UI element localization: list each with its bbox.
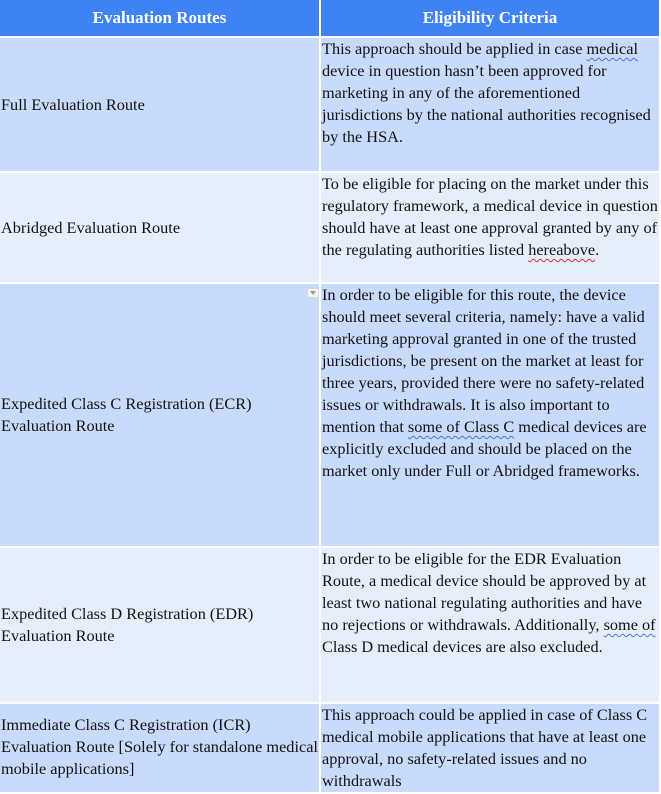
table-row: [0, 37, 660, 172]
table-row: [0, 172, 660, 283]
criteria-text: medical devices are explicitly excluded and should be placed on the market only under Full or Abridged frameworks.: [322, 417, 647, 480]
criteria-text: .: [595, 240, 600, 259]
criteria-cell[interactable]: [320, 547, 660, 703]
route-label: Abridged Evaluation Route: [1, 217, 181, 237]
spellcheck-word: some of Class C: [407, 417, 515, 436]
table-row: [0, 283, 660, 547]
spellcheck-word: medical: [586, 39, 639, 58]
criteria-text: This approach should be applied in case: [322, 39, 587, 58]
header-eligibility-criteria: Eligibility Criteria: [320, 0, 660, 37]
criteria-cell[interactable]: [320, 283, 660, 547]
criteria-text: device in question hasn’t been approved for marketing in any of the aforementioned jurisdictions by the national authorities recognised by the HSA.: [322, 61, 651, 146]
route-label: Immediate Class C Registration (ICR) Evaluation Route [Solely for standalone medical mobile applications]: [1, 715, 318, 778]
table-header-row: [0, 0, 660, 37]
route-label: Full Evaluation Route: [1, 94, 145, 114]
route-cell[interactable]: [0, 703, 320, 793]
spellcheck-word: some of: [603, 615, 656, 634]
header-evaluation-routes: Evaluation Routes: [0, 0, 320, 37]
route-label: Expedited Class D Registration (EDR) Evaluation Route: [1, 604, 254, 645]
criteria-text: In order to be eligible for the EDR Evaluation Route, a medical device should be approved by at least two national regulating authorities and have no rejections or withdrawals. Additionally,: [322, 549, 647, 634]
cell-dropdown-icon[interactable]: [307, 288, 319, 298]
table-row: [0, 547, 660, 703]
route-cell[interactable]: [0, 283, 320, 547]
route-cell[interactable]: [0, 172, 320, 283]
route-cell[interactable]: [0, 37, 320, 172]
criteria-cell[interactable]: [320, 37, 660, 172]
criteria-text: This approach could be applied in case of Class C medical mobile applications that have at least one approval, no safety-related issues and no withdrawals: [322, 705, 648, 790]
route-label: Expedited Class C Registration (ECR) Evaluation Route: [1, 394, 252, 435]
criteria-cell[interactable]: [320, 172, 660, 283]
criteria-text: To be eligible for placing on the market under this regulatory framework, a medical device in question should have at least one approval granted by any of the regulating authorities listed: [322, 174, 658, 259]
criteria-text: In order to be eligible for this route, the device should meet several criteria, namely: have a valid marketing approval granted in one of the trusted jurisdictions, be present on the market at least for three years, provided there were no safety-related issues or withdrawals. It is also important to mention that: [322, 285, 645, 436]
table-row: [0, 703, 660, 793]
criteria-text: Class D medical devices are also excluded.: [322, 637, 603, 656]
criteria-cell[interactable]: [320, 703, 660, 793]
spellcheck-word: hereabove: [528, 240, 596, 259]
route-cell[interactable]: [0, 547, 320, 703]
